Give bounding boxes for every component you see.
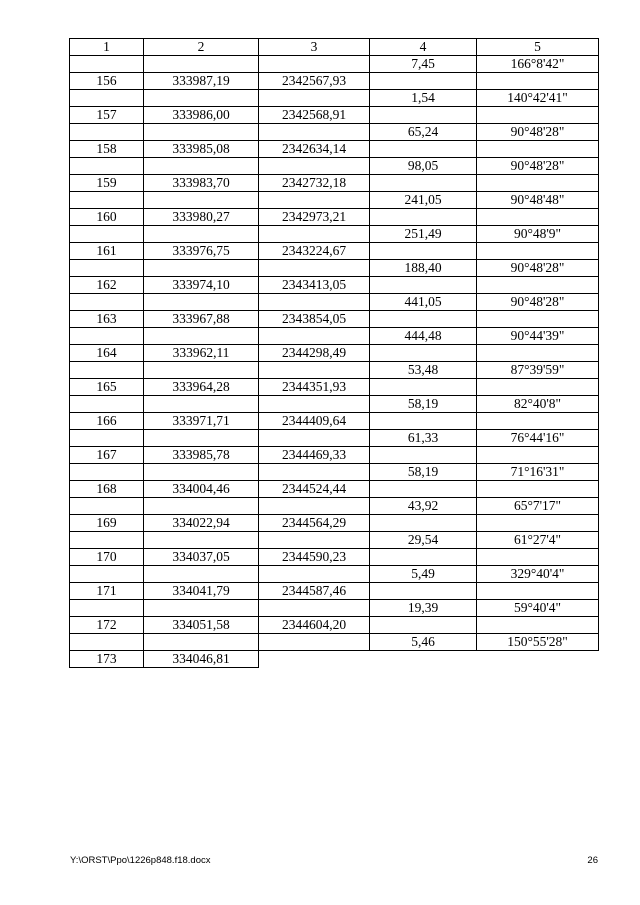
- segment-length: 7,45: [370, 56, 477, 73]
- direction-angle: 71°16'31": [477, 464, 599, 481]
- point-number: 160: [70, 209, 144, 226]
- direction-angle: 166°8'42": [477, 56, 599, 73]
- direction-angle: 90°48'9": [477, 226, 599, 243]
- y-coordinate: [259, 396, 370, 413]
- segment-length: [370, 107, 477, 124]
- point-number: 170: [70, 549, 144, 566]
- col-header-3: 3: [259, 39, 370, 56]
- table-row: [70, 294, 599, 311]
- segment-length: 251,49: [370, 226, 477, 243]
- x-coordinate: 334022,94: [144, 515, 259, 532]
- point-number: 172: [70, 617, 144, 634]
- y-coordinate: 2344524,44: [259, 481, 370, 498]
- x-coordinate: 333971,71: [144, 413, 259, 430]
- table-row: [70, 464, 599, 481]
- direction-angle: [477, 141, 599, 158]
- segment-length: 444,48: [370, 328, 477, 345]
- direction-angle: 140°42'41": [477, 90, 599, 107]
- point-number: [70, 532, 144, 549]
- y-coordinate: 2342973,21: [259, 209, 370, 226]
- x-coordinate: [144, 260, 259, 277]
- direction-angle: 82°40'8": [477, 396, 599, 413]
- x-coordinate: 333987,19: [144, 73, 259, 90]
- point-number: [70, 634, 144, 651]
- segment-length: [370, 175, 477, 192]
- direction-angle: [477, 583, 599, 600]
- direction-angle: [477, 311, 599, 328]
- point-number: 169: [70, 515, 144, 532]
- point-number: [70, 294, 144, 311]
- table-row: [70, 209, 599, 226]
- point-number: 161: [70, 243, 144, 260]
- point-number: 162: [70, 277, 144, 294]
- point-number: [70, 600, 144, 617]
- y-coordinate: 2344590,23: [259, 549, 370, 566]
- segment-length: [370, 447, 477, 464]
- x-coordinate: 333974,10: [144, 277, 259, 294]
- point-number: [70, 396, 144, 413]
- table-row: [70, 549, 599, 566]
- table-row: [70, 124, 599, 141]
- segment-length: [370, 73, 477, 90]
- point-number: 158: [70, 141, 144, 158]
- header-row: [70, 39, 599, 56]
- x-coordinate: [144, 532, 259, 549]
- table-row: [70, 175, 599, 192]
- x-coordinate: 333985,78: [144, 447, 259, 464]
- page-number: 26: [587, 855, 598, 866]
- segment-length: [370, 617, 477, 634]
- y-coordinate: 2342732,18: [259, 175, 370, 192]
- col-header-4: 4: [370, 39, 477, 56]
- y-coordinate: [259, 328, 370, 345]
- direction-angle: [477, 617, 599, 634]
- x-coordinate: [144, 430, 259, 447]
- table-row: [70, 481, 599, 498]
- x-coordinate: [144, 192, 259, 209]
- point-number: [70, 328, 144, 345]
- segment-length: 29,54: [370, 532, 477, 549]
- y-coordinate: [259, 260, 370, 277]
- y-coordinate: 2344469,33: [259, 447, 370, 464]
- direction-angle: [477, 481, 599, 498]
- segment-length: [370, 481, 477, 498]
- table-row: [70, 362, 599, 379]
- x-coordinate: 333962,11: [144, 345, 259, 362]
- col-header-5: 5: [477, 39, 599, 56]
- point-number: [70, 464, 144, 481]
- table-row: [70, 498, 599, 515]
- direction-angle: [477, 345, 599, 362]
- point-number: 166: [70, 413, 144, 430]
- direction-angle: 90°48'28": [477, 260, 599, 277]
- direction-angle: [477, 447, 599, 464]
- x-coordinate: 333986,00: [144, 107, 259, 124]
- y-coordinate: [259, 158, 370, 175]
- table-row: [70, 566, 599, 583]
- direction-angle: [477, 413, 599, 430]
- segment-length: [370, 345, 477, 362]
- x-coordinate: [144, 396, 259, 413]
- point-number: 167: [70, 447, 144, 464]
- segment-length: 98,05: [370, 158, 477, 175]
- x-coordinate: 333980,27: [144, 209, 259, 226]
- y-coordinate: [259, 498, 370, 515]
- direction-angle: [477, 515, 599, 532]
- point-number: 173: [70, 651, 144, 668]
- x-coordinate: 334041,79: [144, 583, 259, 600]
- x-coordinate: 333983,70: [144, 175, 259, 192]
- x-coordinate: [144, 226, 259, 243]
- y-coordinate: [259, 124, 370, 141]
- segment-length: 58,19: [370, 396, 477, 413]
- point-number: 157: [70, 107, 144, 124]
- x-coordinate: [144, 294, 259, 311]
- point-number: 156: [70, 73, 144, 90]
- direction-angle: 87°39'59": [477, 362, 599, 379]
- segment-length: 61,33: [370, 430, 477, 447]
- x-coordinate: [144, 124, 259, 141]
- x-coordinate: 333976,75: [144, 243, 259, 260]
- table-row: [70, 141, 599, 158]
- y-coordinate: [259, 532, 370, 549]
- segment-length: 65,24: [370, 124, 477, 141]
- y-coordinate: [259, 90, 370, 107]
- y-coordinate: 2343224,67: [259, 243, 370, 260]
- point-number: 164: [70, 345, 144, 362]
- segment-length: [370, 413, 477, 430]
- direction-angle: [477, 175, 599, 192]
- table-row: [70, 651, 599, 668]
- table-row: [70, 328, 599, 345]
- y-coordinate: 2344298,49: [259, 345, 370, 362]
- direction-angle: 76°44'16": [477, 430, 599, 447]
- table-row: [70, 90, 599, 107]
- direction-angle: [477, 243, 599, 260]
- y-coordinate: 2342568,91: [259, 107, 370, 124]
- y-coordinate: 2344351,93: [259, 379, 370, 396]
- x-coordinate: 333985,08: [144, 141, 259, 158]
- direction-angle: 90°48'28": [477, 158, 599, 175]
- table-row: [70, 73, 599, 90]
- segment-length: 43,92: [370, 498, 477, 515]
- point-number: 168: [70, 481, 144, 498]
- direction-angle: 59°40'4": [477, 600, 599, 617]
- x-coordinate: 334037,05: [144, 549, 259, 566]
- col-header-1: 1: [70, 39, 144, 56]
- point-number: [70, 566, 144, 583]
- point-number: 159: [70, 175, 144, 192]
- direction-angle: [477, 277, 599, 294]
- y-coordinate: [259, 362, 370, 379]
- segment-length: [370, 311, 477, 328]
- y-coordinate: 2344409,64: [259, 413, 370, 430]
- x-coordinate: 334046,81: [144, 651, 259, 668]
- point-number: 165: [70, 379, 144, 396]
- segment-length: 58,19: [370, 464, 477, 481]
- y-coordinate: [259, 226, 370, 243]
- table-row: [70, 311, 599, 328]
- point-number: [70, 362, 144, 379]
- point-number: 163: [70, 311, 144, 328]
- document-path: Y:\ORST\Ppo\1226p848.f18.docx: [70, 855, 211, 866]
- segment-length: [370, 515, 477, 532]
- x-coordinate: [144, 362, 259, 379]
- x-coordinate: [144, 634, 259, 651]
- segment-length: [370, 141, 477, 158]
- segment-length: 19,39: [370, 600, 477, 617]
- table-row: [70, 583, 599, 600]
- segment-length: [370, 243, 477, 260]
- table-row: [70, 226, 599, 243]
- direction-angle: 150°55'28": [477, 634, 599, 651]
- segment-length: 188,40: [370, 260, 477, 277]
- x-coordinate: [144, 600, 259, 617]
- direction-angle: [477, 549, 599, 566]
- table-row: [70, 345, 599, 362]
- direction-angle: 329°40'4": [477, 566, 599, 583]
- x-coordinate: [144, 498, 259, 515]
- y-coordinate: 2343854,05: [259, 311, 370, 328]
- table-row: [70, 447, 599, 464]
- table-row: [70, 532, 599, 549]
- table-row: [70, 515, 599, 532]
- coordinates-table: [69, 38, 599, 668]
- x-coordinate: 334004,46: [144, 481, 259, 498]
- direction-angle: 90°44'39": [477, 328, 599, 345]
- y-coordinate: 2344604,20: [259, 617, 370, 634]
- table-row: [70, 600, 599, 617]
- direction-angle: 61°27'4": [477, 532, 599, 549]
- point-number: [70, 430, 144, 447]
- y-coordinate: [259, 464, 370, 481]
- table-row: [70, 396, 599, 413]
- segment-length: [370, 277, 477, 294]
- table-row: [70, 260, 599, 277]
- table-row: [70, 107, 599, 124]
- x-coordinate: [144, 56, 259, 73]
- x-coordinate: [144, 566, 259, 583]
- direction-angle: [477, 73, 599, 90]
- direction-angle: [477, 107, 599, 124]
- x-coordinate: [144, 90, 259, 107]
- y-coordinate: 2342634,14: [259, 141, 370, 158]
- segment-length: [370, 549, 477, 566]
- segment-length: 441,05: [370, 294, 477, 311]
- x-coordinate: 333964,28: [144, 379, 259, 396]
- segment-length: [370, 209, 477, 226]
- y-coordinate: [259, 566, 370, 583]
- table-row: [70, 617, 599, 634]
- y-coordinate: [259, 430, 370, 447]
- point-number: [70, 260, 144, 277]
- table-row: [70, 158, 599, 175]
- table-row: [70, 243, 599, 260]
- point-number: [70, 90, 144, 107]
- y-coordinate: 2343413,05: [259, 277, 370, 294]
- direction-angle: 90°48'28": [477, 124, 599, 141]
- x-coordinate: [144, 328, 259, 345]
- y-coordinate: 2344564,29: [259, 515, 370, 532]
- segment-length: 5,49: [370, 566, 477, 583]
- segment-length: [370, 583, 477, 600]
- segment-length: 241,05: [370, 192, 477, 209]
- table-row: [70, 56, 599, 73]
- point-number: [70, 192, 144, 209]
- point-number: [70, 56, 144, 73]
- point-number: 171: [70, 583, 144, 600]
- table-row: [70, 634, 599, 651]
- direction-angle: [477, 209, 599, 226]
- col-header-2: 2: [144, 39, 259, 56]
- table-row: [70, 413, 599, 430]
- y-coordinate: [259, 56, 370, 73]
- point-number: [70, 158, 144, 175]
- direction-angle: 65°7'17": [477, 498, 599, 515]
- segment-length: 5,46: [370, 634, 477, 651]
- table-row: [70, 379, 599, 396]
- y-coordinate: [259, 600, 370, 617]
- y-coordinate: 2344587,46: [259, 583, 370, 600]
- segment-length: 53,48: [370, 362, 477, 379]
- table-row: [70, 430, 599, 447]
- segment-length: 1,54: [370, 90, 477, 107]
- x-coordinate: [144, 464, 259, 481]
- point-number: [70, 226, 144, 243]
- direction-angle: 90°48'48": [477, 192, 599, 209]
- table-row: [70, 192, 599, 209]
- point-number: [70, 124, 144, 141]
- x-coordinate: [144, 158, 259, 175]
- y-coordinate: [259, 192, 370, 209]
- x-coordinate: 333967,88: [144, 311, 259, 328]
- point-number: [70, 498, 144, 515]
- x-coordinate: 334051,58: [144, 617, 259, 634]
- direction-angle: [477, 379, 599, 396]
- direction-angle: 90°48'28": [477, 294, 599, 311]
- table-body: [70, 56, 599, 668]
- table-row: [70, 277, 599, 294]
- y-coordinate: [259, 634, 370, 651]
- y-coordinate: 2342567,93: [259, 73, 370, 90]
- y-coordinate: [259, 294, 370, 311]
- segment-length: [370, 379, 477, 396]
